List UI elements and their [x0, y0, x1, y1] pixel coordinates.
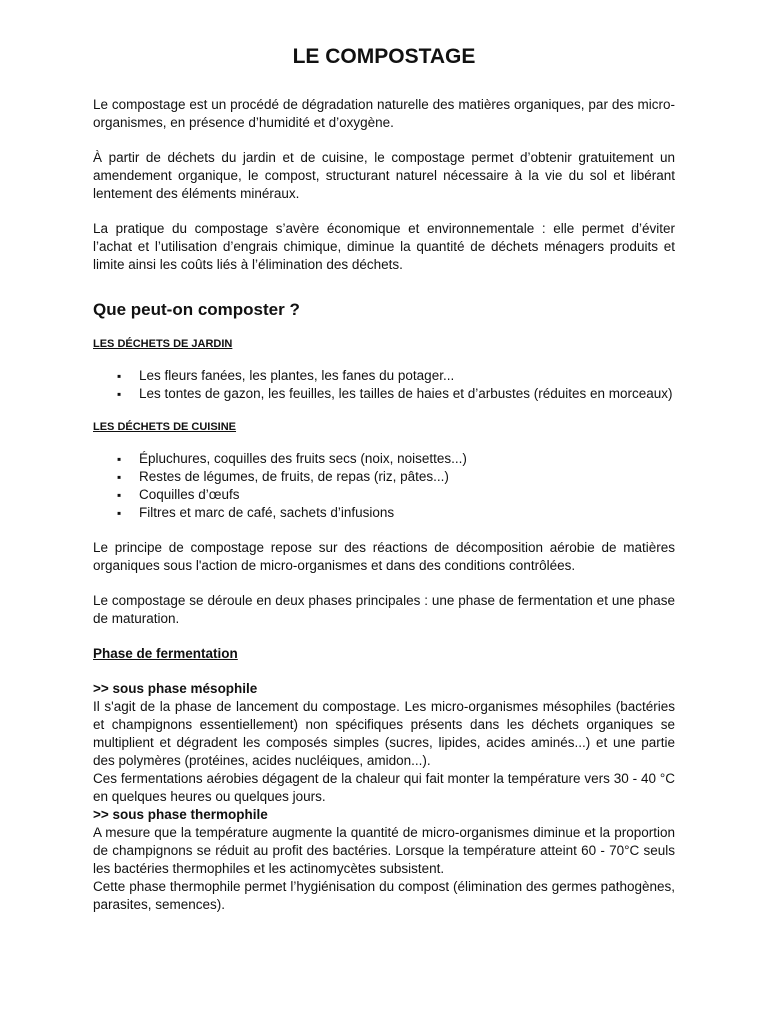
kitchen-waste-list [93, 450, 675, 522]
document-title: LE COMPOSTAGE [292, 45, 476, 68]
intro-paragraph-1: Le compostage est un procédé de dégradation naturelle des matières organiques, par des micro-organismes, en présence d’humidité et d’oxygène. [93, 97, 675, 130]
principle-paragraph-2: Le compostage se déroule en deux phases principales : une phase de fermentation et une phase de maturation. [93, 593, 675, 626]
list-item: ▪ Filtres et marc de café, sachets d’infusions [139, 504, 675, 522]
principle-paragraph-1: Le principe de compostage repose sur des réactions de décomposition aérobie de matières organiques sous l'action de micro-organismes et dans des conditions contrôlées. [93, 540, 675, 573]
list-item: ▪ Les tontes de gazon, les feuilles, les tailles de haies et d’arbustes (réduites en morceaux) [139, 385, 675, 403]
list-item: ▪ Épluchures, coquilles des fruits secs (noix, noisettes...) [139, 450, 675, 468]
section-heading: Que peut-on composter ? [93, 300, 300, 319]
garden-waste-list [93, 367, 675, 403]
mesophile-paragraph-2: Ces fermentations aérobies dégagent de la chaleur qui fait monter la température vers 30 - 40 °C en quelques heures ou quelques jours. [93, 771, 675, 804]
intro-paragraph-2: À partir de déchets du jardin et de cuisine, le compostage permet d’obtenir gratuitement un amendement organique, le compost, structurant naturel nécessaire à la vie du sol et libérant lentement des éléments minéraux. [93, 150, 675, 201]
garden-waste-heading: LES DÉCHETS DE JARDIN [93, 338, 233, 350]
mesophile-paragraph-1: Il s'agit de la phase de lancement du compostage. Les micro-organismes mésophiles (bactéries et champignons essentiellement) non spécifiques présents dans les déchets organiques se multiplient et dégradent les composés simples (sucres, lipides, acides aminés...) et une partie des polymères (protéines, acides nucléiques, amidon...). [93, 699, 675, 768]
list-item: ▪ Coquilles d’œufs [139, 486, 675, 504]
thermophile-paragraph-2: Cette phase thermophile permet l’hygiénisation du compost (élimination des germes pathogènes, parasites, semences). [93, 879, 675, 912]
mesophile-heading: >> sous phase mésophile [93, 681, 258, 696]
kitchen-waste-heading: LES DÉCHETS DE CUISINE [93, 421, 237, 433]
list-item: ▪ Les fleurs fanées, les plantes, les fanes du potager... [139, 367, 675, 385]
thermophile-paragraph-1: A mesure que la température augmente la quantité de micro-organismes diminue et la proportion de champignons se réduit au profit des bactéries. Lorsque la température atteint 60 - 70°C seuls les bactéries thermophiles et les actinomycètes subsistent. [93, 825, 675, 876]
thermophile-heading: >> sous phase thermophile [93, 807, 268, 822]
intro-paragraph-3: La pratique du compostage s’avère économique et environnementale : elle permet d’éviter l’achat et l’utilisation d’engrais chimique, diminue la quantité de déchets ménagers produits et limite ainsi les coûts liés à l’élimination des déchets. [93, 221, 675, 272]
document-body [93, 44, 675, 914]
fermentation-heading: Phase de fermentation [93, 646, 238, 661]
list-item: ▪ Restes de légumes, de fruits, de repas (riz, pâtes...) [139, 468, 675, 486]
